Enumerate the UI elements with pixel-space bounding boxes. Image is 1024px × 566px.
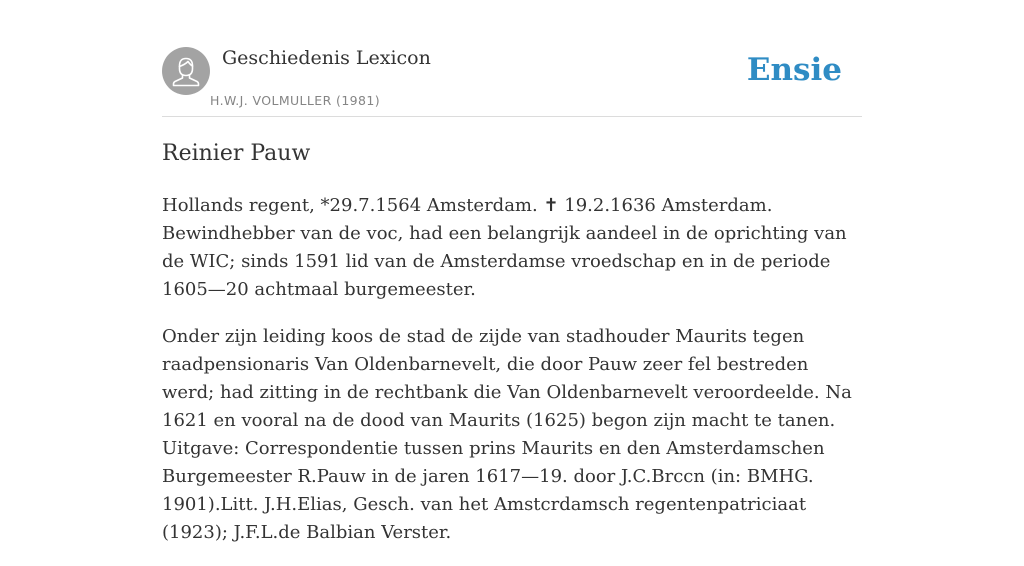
source-header (162, 46, 862, 117)
brand-logo[interactable]: Ensie (746, 52, 842, 88)
article (162, 138, 862, 566)
article-paragraph-1: Hollands regent, *29.7.1564 Amsterdam. ✝ 19.2.1636 Amsterdam. Bewindhebber van de voc, had een belangrijk aandeel in de oprichting van de WIC; sinds 1591 lid van de Amsterdamse vroedschap en in de periode 1605—20 achtmaal burgemeester. (162, 195, 847, 300)
author-name[interactable]: H.W.J. VOLMULLER (1981) (210, 93, 381, 108)
source-title[interactable]: Geschiedenis Lexicon (222, 47, 431, 69)
article-title: Reinier Pauw (162, 141, 311, 166)
author-avatar[interactable] (162, 47, 210, 95)
user-placeholder-icon (162, 47, 210, 95)
article-paragraph-2: Onder zijn leiding koos de stad de zijde van stadhouder Maurits tegen raadpensionaris Van Oldenbarnevelt, die door Pauw zeer fel bestreden werd; had zitting in de rechtbank die Van Oldenbarnevelt veroordeelde. Na 1621 en vooral na de dood van Maurits (1625) begon zijn macht te tanen. Uitgave: Correspondentie tussen prins Maurits en den Amsterdamschen Burgemeester R.Pauw in de jaren 1617—19. door J.C.Brccn (in: BMHG. 1901).Litt. J.H.Elias, Gesch. van het Amstcrdamsch regentenpatriciaat (1923); J.F.L.de Balbian Verster. (162, 326, 852, 543)
